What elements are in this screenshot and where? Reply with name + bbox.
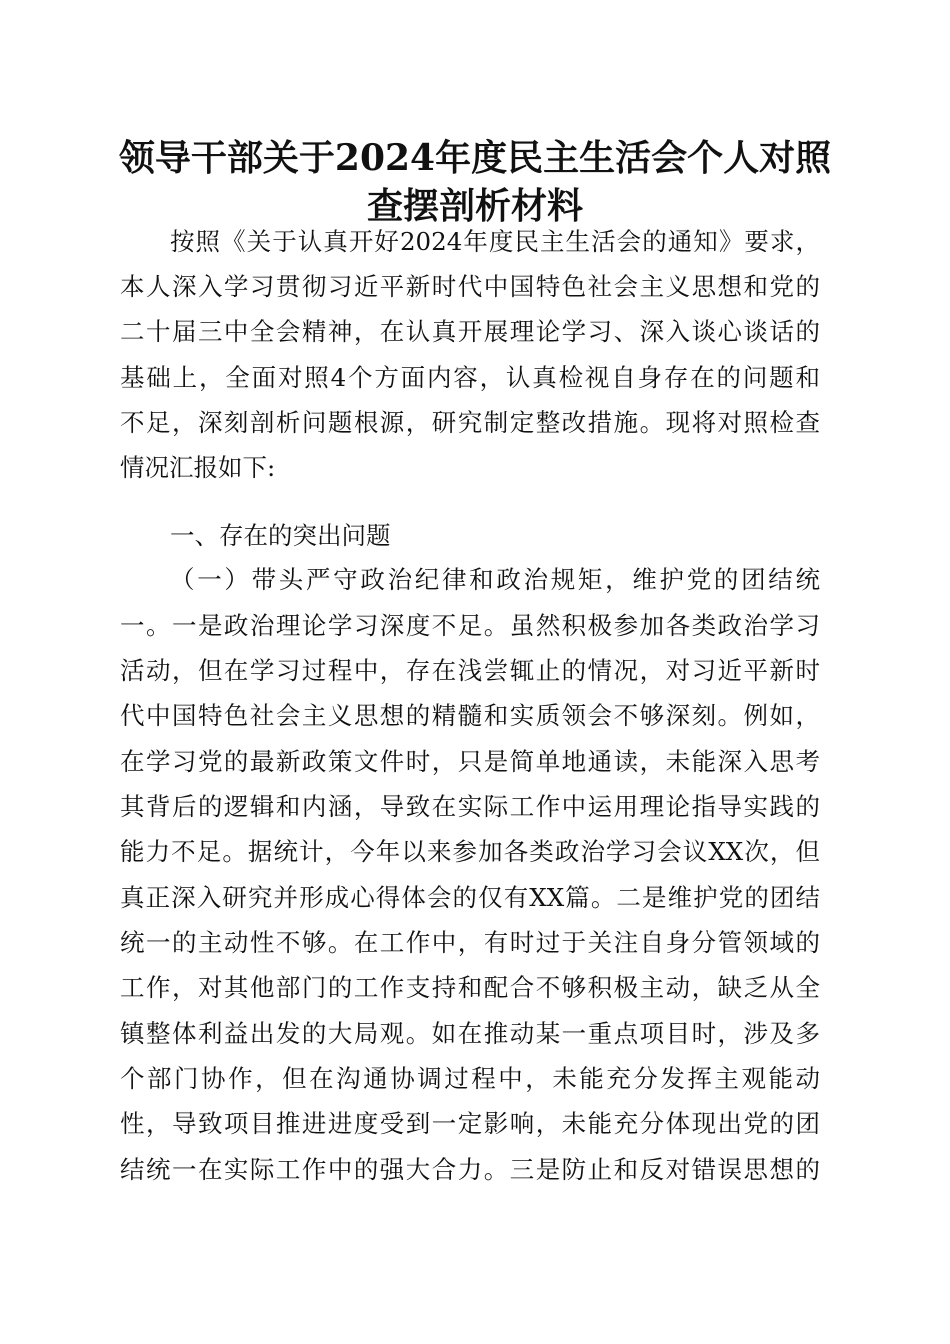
body-paragraph-line: 工作，对其他部门的工作支持和配合不够积极主动，缺乏从全 [120,973,820,1002]
body-paragraph-line: 性，导致项目推进进度受到一定影响，未能充分体现出党的团 [120,1109,820,1138]
body-paragraph-line: 结统一在实际工作中的强大合力。三是防止和反对错误思想的 [120,1155,820,1184]
body-paragraph-line: 个部门协作，但在沟通协调过程中，未能充分发挥主观能动 [120,1064,820,1093]
body-paragraph-line: （一）带头严守政治纪律和政治规矩，维护党的团结统 [170,565,820,594]
intro-paragraph-line: 基础上，全面对照4个方面内容，认真检视自身存在的问题和 [120,363,820,392]
body-paragraph-line: 真正深入研究并形成心得体会的仅有XX篇。二是维护党的团结 [120,883,820,912]
intro-paragraph-line: 不足，深刻剖析问题根源，研究制定整改措施。现将对照检查 [120,408,820,437]
body-paragraph-line: 代中国特色社会主义思想的精髓和实质领会不够深刻。例如， [120,701,820,730]
body-paragraph-line: 活动，但在学习过程中，存在浅尝辄止的情况，对习近平新时 [120,656,820,685]
document-title-line-2: 查摆剖析材料 [366,185,583,227]
intro-paragraph-line: 情况汇报如下: [120,453,276,482]
document-title-line-1: 领导干部关于2024年度民主生活会个人对照 [118,137,832,179]
body-paragraph-line: 统一的主动性不够。在工作中，有时过于关注自身分管领域的 [120,928,820,957]
intro-paragraph-line: 按照《关于认真开好2024年度民主生活会的通知》要求， [170,227,820,256]
intro-paragraph-line: 本人深入学习贯彻习近平新时代中国特色社会主义思想和党的 [120,272,820,301]
body-paragraph-line: 一。一是政治理论学习深度不足。虽然积极参加各类政治学习 [120,611,820,640]
body-paragraph-line: 在学习党的最新政策文件时，只是简单地通读，未能深入思考 [120,747,820,776]
body-paragraph-line: 镇整体利益出发的大局观。如在推动某一重点项目时，涉及多 [120,1019,820,1048]
body-paragraph-line: 能力不足。据统计，今年以来参加各类政治学习会议XX次，但 [120,837,820,866]
section-heading: 一、存在的突出问题 [170,521,391,550]
body-paragraph-line: 其背后的逻辑和内涵，导致在实际工作中运用理论指导实践的 [120,792,820,821]
intro-paragraph-line: 二十届三中全会精神，在认真开展理论学习、深入谈心谈话的 [120,317,820,346]
